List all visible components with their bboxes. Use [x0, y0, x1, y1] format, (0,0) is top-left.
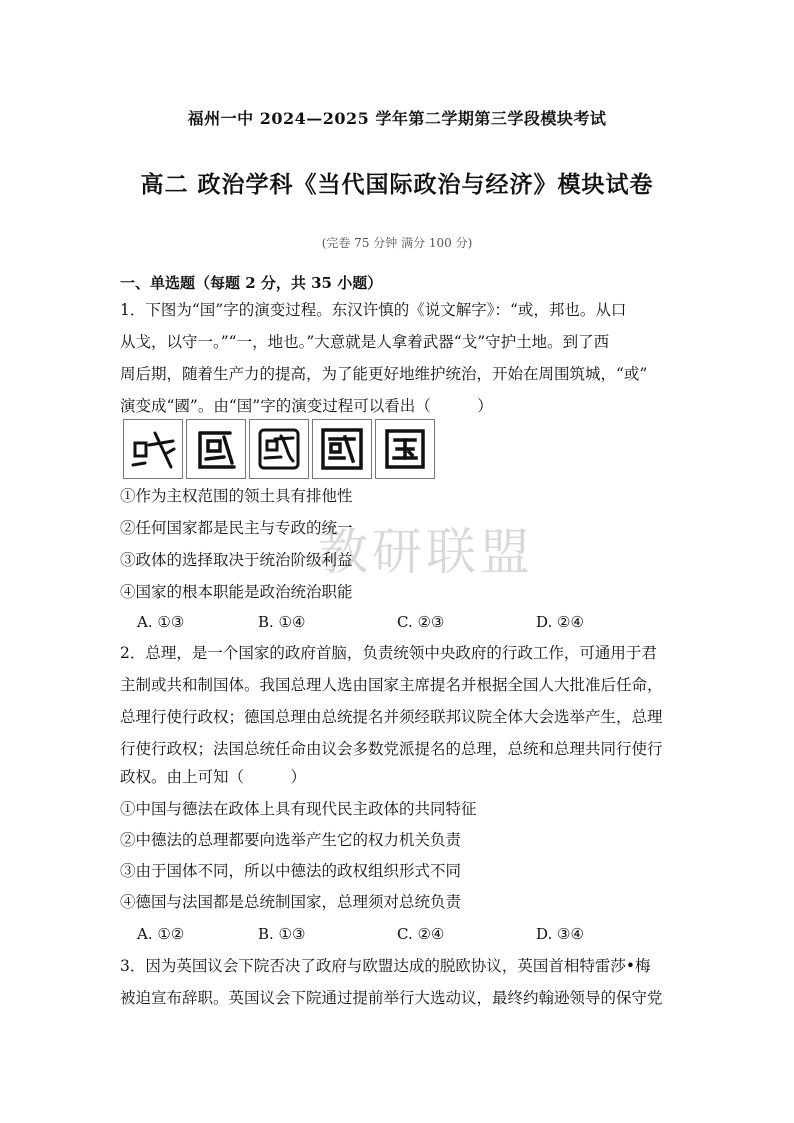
watermark: 教研联盟: [318, 523, 534, 581]
question-1-statement-3: ③政体的选择取决于统治阶级利益: [120, 551, 353, 569]
subject-title: 高二 政治学科《当代国际政治与经济》模块试卷: [140, 171, 654, 198]
question-1-statement-4: ④国家的根本职能是政治统治职能: [120, 583, 353, 601]
question-2-line-2: 主制或共和制国体。我国总理人选由国家主席提名并根据全国人大批准后任命，: [120, 676, 663, 694]
question-2-line-4: 行使行政权；法国总统任命由议会多数党派提名的总理，总统和总理共同行使行: [120, 740, 663, 758]
question-1-option-d: D. ②④: [536, 613, 584, 631]
question-1-option-a: A. ①③: [137, 613, 185, 631]
question-2-option-c: C. ②④: [397, 925, 445, 943]
question-1-statement-1: ①作为主权范围的领土具有排他性: [120, 487, 353, 505]
bronze-guo-glyph-icon: [186, 419, 246, 479]
question-2-line-5: 政权。由上可知（ ）: [120, 768, 307, 786]
question-2-line-1: 2．总理，是一个国家的政府首脑，负责统领中央政府的行政工作，可通用于君: [120, 644, 657, 662]
question-3-line-1: 3．因为英国议会下院否决了政府与欧盟达成的脱欧协议，英国首相特雷莎•梅: [120, 957, 651, 975]
traditional-guo-glyph-icon: [312, 419, 372, 479]
simplified-guo-glyph-icon: [375, 419, 435, 479]
question-2-statement-2: ②中德法的总理都要向选举产生它的权力机关负责: [120, 831, 462, 849]
guo-evolution-images: [123, 419, 435, 479]
question-3-line-2: 被迫宣布辞职。英国议会下院通过提前举行大选动议，最终约翰逊领导的保守党: [120, 989, 663, 1007]
oracle-bone-guo-glyph-icon: [123, 419, 183, 479]
exam-info: (完卷 75 分钟 满分 100 分): [321, 236, 473, 250]
question-1-line-3: 周后期，随着生产力的提高，为了能更好地维护统治，开始在周围筑城，“或”: [120, 365, 648, 383]
exam-title: 福州一中 2024—2025 学年第二学期第三学段模块考试: [187, 109, 607, 128]
question-1-option-c: C. ②③: [397, 613, 445, 631]
seal-guo-glyph-icon: [249, 419, 309, 479]
question-2-statement-4: ④德国与法国都是总统制国家，总理须对总统负责: [120, 893, 462, 911]
question-2-statement-1: ①中国与德法在政体上具有现代民主政体的共同特征: [120, 800, 477, 818]
question-2-line-3: 总理行使行政权；德国总理由总统提名并须经联邦议院全体大会选举产生，总理: [120, 708, 663, 726]
question-2-option-b: B. ①③: [258, 925, 306, 943]
question-1-line-4: 演变成“國”。由“国”字的演变过程可以看出（ ）: [120, 397, 493, 415]
question-2-option-a: A. ①②: [137, 925, 185, 943]
section-heading: 一、单选题（每题 2 分，共 35 小题）: [120, 274, 383, 292]
question-2-option-d: D. ③④: [536, 925, 584, 943]
question-1-line-2: 从戈，以守一。”“一，地也。”大意就是人拿着武器“戈”守护土地。到了西: [120, 333, 610, 351]
question-1-statement-2: ②任何国家都是民主与专政的统一: [120, 519, 353, 537]
question-1-line-1: 1．下图为“国”字的演变过程。东汉许慎的《说文解字》：“或，邦也。从口: [120, 301, 627, 319]
question-2-statement-3: ③由于国体不同，所以中德法的政权组织形式不同: [120, 862, 462, 880]
question-1-option-b: B. ①④: [258, 613, 306, 631]
